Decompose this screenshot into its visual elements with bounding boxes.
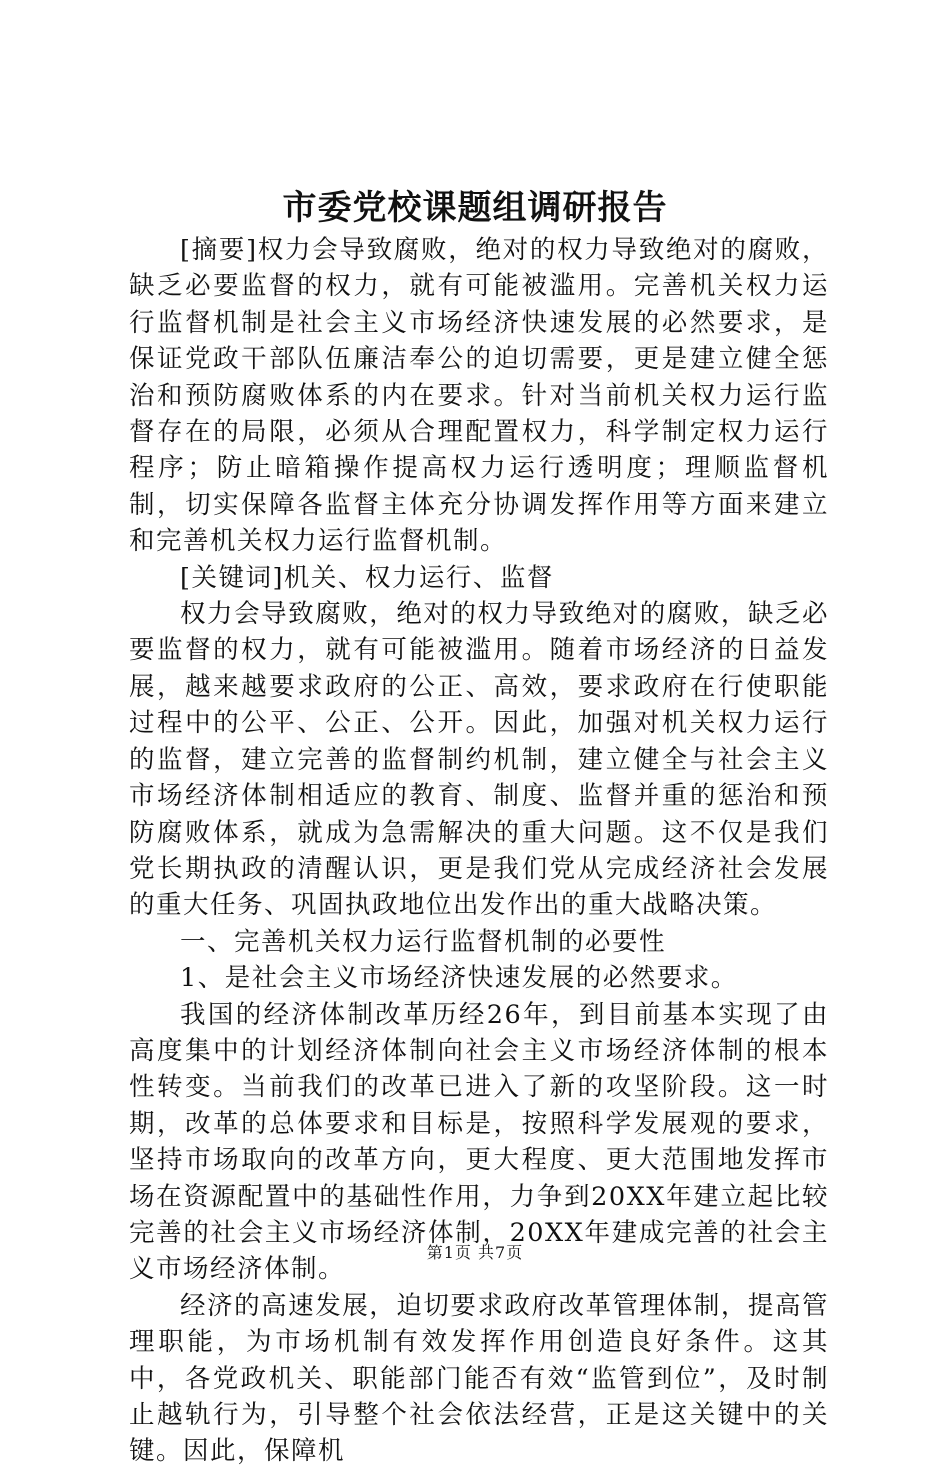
keywords-paragraph: [关键词]机关、权力运行、监督 [180, 562, 554, 593]
section-heading-1: 一、完善机关权力运行监督机制的必要性 [180, 926, 667, 957]
abstract-paragraph: [摘要]权力会导致腐败，绝对的权力导致绝对的腐败，缺乏必要监督的权力，就有可能被滥用。完善机关权力运行监督机制是社会主义市场经济快速发展的必然要求，是保证党政干部队伍廉洁奉公的迫切需要，更是建立健全惩治和预防腐败体系的内在要求。针对当前机关权力运行监督存在的局限，必须从合理配置权力，科学制定权力运行程序；防止暗箱操作提高权力运行透明度；理顺监督机制，切实保障各监督主体充分协调发挥作用等方面来建立和完善机关权力运行监督机制。 [129, 235, 829, 557]
body-paragraph: 我国的经济体制改革历经26年，到目前基本实现了由高度集中的计划经济体制向社会主义市场经济体制的根本性转变。当前我们的改革已进入了新的攻坚阶段。这一时期，改革的总体要求和目标是，按照科学发展观的要求，坚持市场取向的改革方向，更大程度、更大范围地发挥市场在资源配置中的基础性作用，力争到20XX年建立起比较完善的社会主义市场经济体制，20XX年建成完善的社会主义市场经济体制。 [129, 999, 829, 1285]
intro-paragraph: 权力会导致腐败，绝对的权力导致绝对的腐败，缺乏必要监督的权力，就有可能被滥用。随着市场经济的日益发展，越来越要求政府的公正、高效，要求政府在行使职能过程中的公平、公正、公开。因此，加强对机关权力运行的监督，建立完善的监督制约机制，建立健全与社会主义市场经济体制相适应的教育、制度、监督并重的惩治和预防腐败体系，就成为急需解决的重大问题。这不仅是我们党长期执政的清醒认识，更是我们党从完成经济社会发展的重大任务、巩固执政地位出发作出的重大战略决策。 [129, 599, 829, 921]
document-title: 市委党校课题组调研报告 [282, 188, 668, 228]
document-body [129, 232, 829, 1470]
page-footer: 第1页 共7页 [426, 1243, 524, 1262]
subsection-heading-1: 1、是社会主义市场经济快速发展的必然要求。 [180, 963, 738, 994]
body-paragraph: 经济的高速发展，迫切要求政府改革管理体制，提高管理职能，为市场机制有效发挥作用创造良好条件。这其中，各党政机关、职能部门能否有效“监管到位”，及时制止越轨行为，引导整个社会依法经营，正是这关键中的关键。因此，保障机 [129, 1290, 829, 1467]
